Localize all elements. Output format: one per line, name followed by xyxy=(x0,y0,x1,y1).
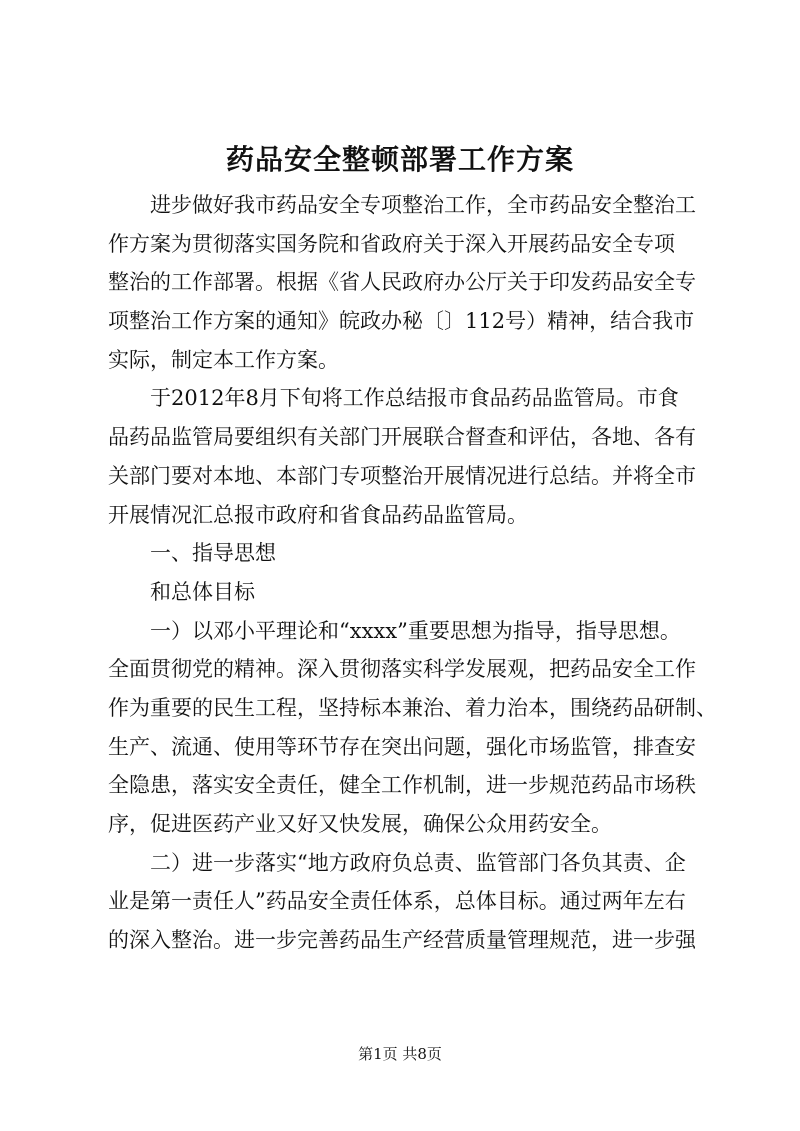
section-heading: 和总体目标 xyxy=(150,579,255,604)
text-line: 作方案为贯彻落实国务院和省政府关于深入开展药品安全专项 xyxy=(108,231,675,256)
text-line: 开展情况汇总报市政府和省食品药品监管局。 xyxy=(108,502,528,527)
document-body xyxy=(108,186,717,960)
text-line: 序，促进医药产业又好又快发展，确保公众用药安全。 xyxy=(108,812,612,836)
text-line: 项整治工作方案的通知》皖政办秘〔〕112号）精神，结合我市 xyxy=(108,309,695,334)
text-line: 一）以邓小平理论和“xxxx”重要思想为指导，指导思想。 xyxy=(150,618,681,643)
text-line: 的深入整治。进一步完善药品生产经营质量管理规范，进一步强 xyxy=(108,928,696,953)
text-line: 品药品监管局要组织有关部门开展联合督查和评估，各地、各有 xyxy=(108,425,696,450)
text-line: 关部门要对本地、本部门专项整治开展情况进行总结。并将全市 xyxy=(108,463,696,488)
text-line: 进步做好我市药品安全专项整治工作，全市药品安全整治工 xyxy=(150,193,696,217)
text-line: 实际，制定本工作方案。 xyxy=(108,347,339,372)
text-line: 二）进一步落实“地方政府负总责、监管部门各负其责、企 xyxy=(150,850,686,875)
text-line: 生产、流通、使用等环节存在突出问题，强化市场监管，排查安 xyxy=(108,734,696,759)
text-line: 作为重要的民生工程，坚持标本兼治、着力治本，围绕药品研制、 xyxy=(108,695,717,720)
document-title: 药品安全整顿部署工作方案 xyxy=(225,143,574,176)
section-heading: 一、指导思想 xyxy=(150,541,276,566)
text-line: 业是第一责任人”药品安全责任体系，总体目标。通过两年左右 xyxy=(108,889,686,914)
text-line: 于2012年8月下旬将工作总结报市食品药品监管局。市食 xyxy=(150,386,679,411)
text-line: 全隐患，落实安全责任，健全工作机制，进一步规范药品市场秩 xyxy=(108,773,696,798)
page-footer: 第1页 共8页 xyxy=(358,1045,442,1063)
text-line: 全面贯彻党的精神。深入贯彻落实科学发展观，把药品安全工作 xyxy=(108,657,696,682)
text-line: 整治的工作部署。根据《省人民政府办公厅关于印发药品安全专 xyxy=(108,270,696,295)
